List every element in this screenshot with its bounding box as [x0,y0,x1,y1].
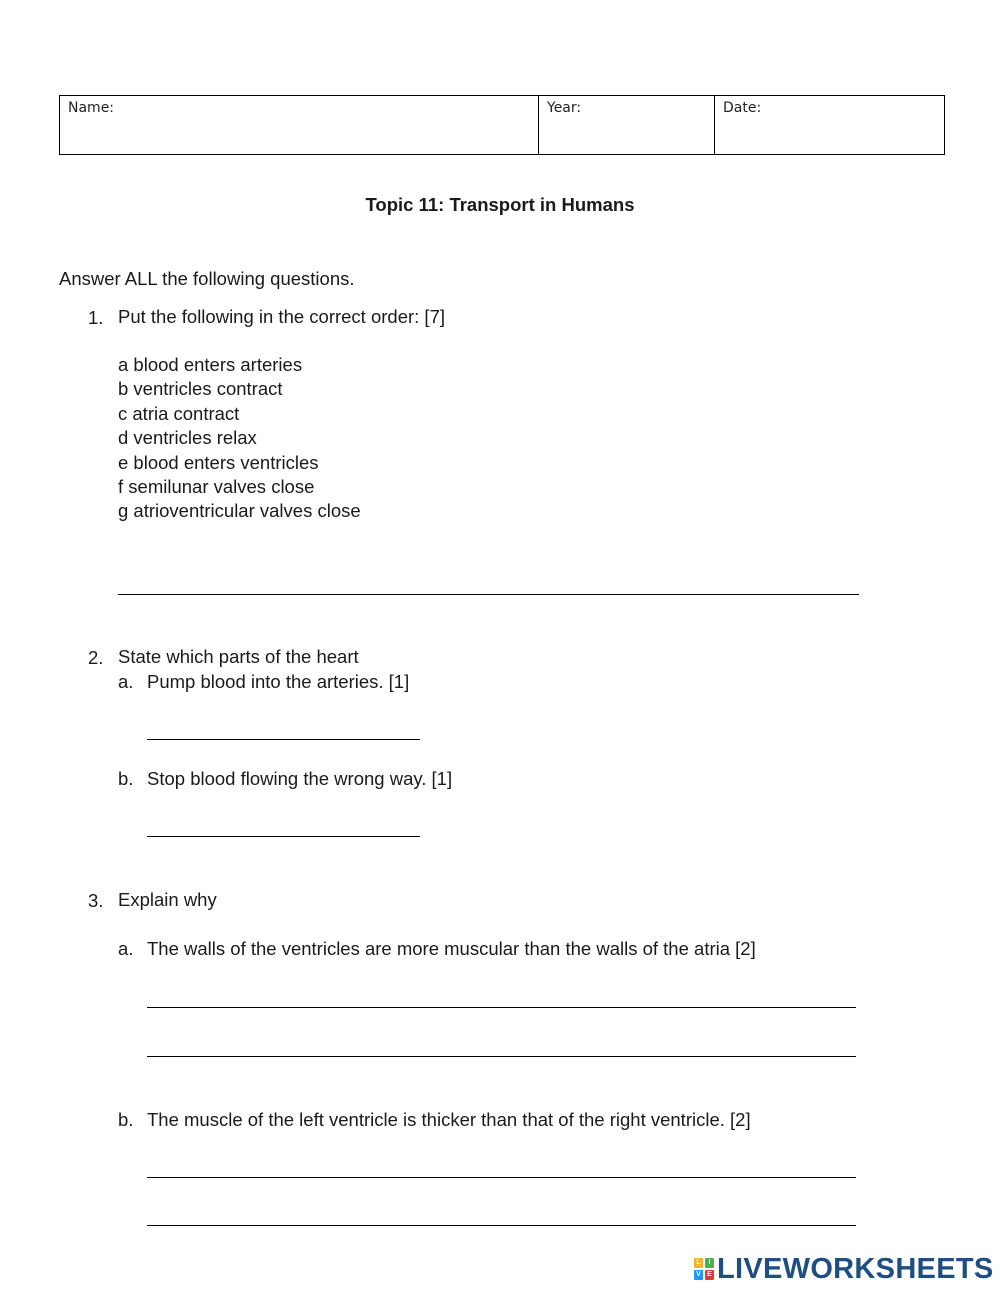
q3a-answer-line-1[interactable] [147,1007,856,1008]
q3b-text: The muscle of the left ventricle is thicker than that of the right ventricle. [2] [147,1109,751,1130]
q3b-label: b. [118,1109,134,1130]
year-cell[interactable] [538,96,714,154]
instructions: Answer ALL the following questions. [59,268,355,289]
list-item: b ventricles contract [118,378,283,400]
q2b-answer-line[interactable] [147,836,420,837]
name-cell[interactable] [60,96,538,154]
q1-answer-line[interactable] [118,594,859,595]
liveworksheets-logo [694,1252,994,1286]
q3a-answer-line-2[interactable] [147,1056,856,1057]
list-item: e blood enters ventricles [118,451,319,473]
logo-mark-tile: E [705,1270,714,1280]
q2-number: 2. [88,647,104,668]
date-label: Date: [723,100,762,116]
student-info-table [59,95,945,155]
q2a-answer-line[interactable] [147,739,420,740]
q1-item-list [118,353,361,524]
logo-mark-tile: V [694,1270,703,1280]
q2a-label: a. [118,671,134,692]
q3b-answer-line-2[interactable] [147,1225,856,1226]
q3a-text: The walls of the ventricles are more muscular than the walls of the atria [2] [147,938,756,959]
q2a-text: Pump blood into the arteries. [1] [147,671,410,692]
list-item: g atrioventricular valves close [118,500,361,522]
logo-mark-icon [694,1258,714,1280]
date-cell[interactable] [714,96,944,154]
q1-number: 1. [88,307,104,328]
q2b-label: b. [118,768,134,789]
logo-mark-tile: L [694,1258,703,1268]
q2-text: State which parts of the heart [118,646,359,667]
q3a-label: a. [118,938,134,959]
list-item: a blood enters arteries [118,354,303,375]
year-label: Year: [547,100,582,116]
q3-text: Explain why [118,889,217,910]
name-label: Name: [68,100,115,116]
list-item: f semilunar valves close [118,476,315,498]
list-item: d ventricles relax [118,427,257,449]
q3-number: 3. [88,890,104,911]
logo-mark-tile: I [705,1258,714,1268]
q2b-text: Stop blood flowing the wrong way. [1] [147,768,453,789]
list-item: c atria contract [118,402,240,424]
logo-text: LIVEWORKSHEETS [717,1252,994,1285]
q3b-answer-line-1[interactable] [147,1177,856,1178]
page-title: Topic 11: Transport in Humans [365,194,635,215]
q1-text: Put the following in the correct order: [7] [118,306,446,327]
